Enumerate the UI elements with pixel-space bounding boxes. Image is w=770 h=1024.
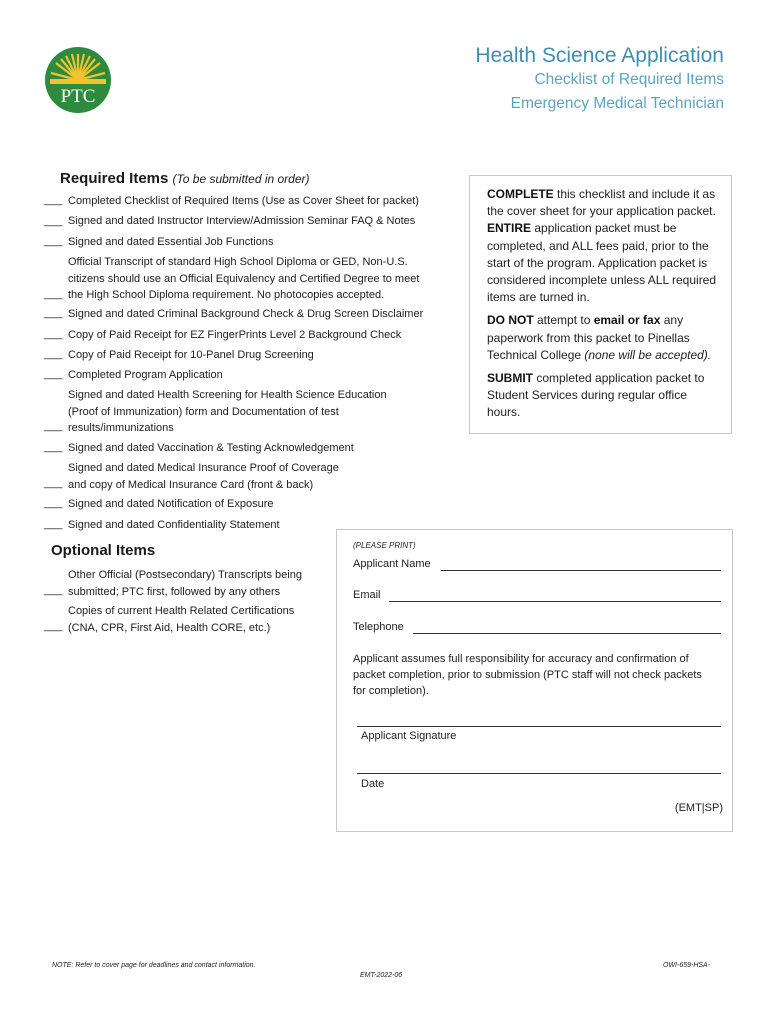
list-item: Copy of Paid Receipt for EZ FingerPrints Level 2 Background Check bbox=[68, 329, 402, 341]
checkbox-blank[interactable]: ___ bbox=[44, 235, 63, 247]
date-field[interactable] bbox=[357, 773, 721, 774]
checkbox-blank[interactable]: ___ bbox=[44, 620, 63, 632]
footer-note: NOTE: Refer to cover page for deadlines and contact information. bbox=[52, 962, 256, 969]
checkbox-blank[interactable]: ___ bbox=[44, 477, 63, 489]
checkbox-blank[interactable]: ___ bbox=[44, 420, 63, 432]
list-item: Completed Program Application bbox=[68, 369, 223, 381]
list-item: Signed and dated Confidentiality Statement bbox=[68, 519, 280, 531]
list-item: Signed and dated Essential Job Functions bbox=[68, 236, 274, 248]
date-label: Date bbox=[361, 778, 385, 790]
list-item: Signed and dated Health Screening for Health Science Education (Proof of Immunization) form and Documentation of test results/immunizations bbox=[68, 389, 387, 434]
program-name: Emergency Medical Technician bbox=[510, 95, 724, 112]
document-subtitle: Checklist of Required Items bbox=[534, 71, 724, 88]
list-item: Signed and dated Instructor Interview/Admission Seminar FAQ & Notes bbox=[68, 215, 416, 227]
checkbox-blank[interactable]: ___ bbox=[44, 215, 63, 227]
program-code: (EMT|SP) bbox=[674, 802, 723, 814]
document-code: EMT-2022-06 bbox=[360, 972, 403, 979]
checkbox-blank[interactable]: ___ bbox=[44, 307, 63, 319]
checkbox-blank[interactable]: ___ bbox=[44, 288, 63, 300]
instructions-do-not: DO NOT attempt to email or fax any paperwork from this packet to Pinellas Technical College (none will be accepted). bbox=[487, 313, 712, 362]
optional-items-heading: Optional Items bbox=[51, 542, 156, 559]
please-print-note: (PLEASE PRINT) bbox=[353, 541, 416, 550]
logo-text: PTC bbox=[60, 86, 96, 107]
checkbox-blank[interactable]: ___ bbox=[44, 194, 63, 206]
checkbox-blank[interactable]: ___ bbox=[44, 441, 63, 453]
list-item: Other Official (Postsecondary) Transcripts being submitted; PTC first, followed by any others bbox=[68, 569, 302, 598]
required-items-heading bbox=[60, 170, 310, 187]
applicant-name-field[interactable] bbox=[441, 570, 721, 571]
document-title: Health Science Application bbox=[475, 44, 724, 67]
checkbox-blank[interactable]: ___ bbox=[44, 497, 63, 509]
required-items-title: Required Items bbox=[60, 170, 169, 187]
checkbox-blank[interactable]: ___ bbox=[44, 348, 63, 360]
telephone-field[interactable] bbox=[413, 633, 721, 634]
list-item: Signed and dated Criminal Background Check & Drug Screen Disclaimer bbox=[68, 308, 424, 320]
list-item: Official Transcript of standard High School Diploma or GED, Non-U.S. citizens should use an Official Equivalency and Certified Degree to meet the High School Diploma requirement. No photocopies accepted. bbox=[68, 256, 420, 301]
list-item: Signed and dated Vaccination & Testing Acknowledgement bbox=[68, 442, 354, 454]
email-field[interactable] bbox=[389, 601, 721, 602]
telephone-label: Telephone bbox=[353, 621, 404, 633]
checkbox-blank[interactable]: ___ bbox=[44, 328, 63, 340]
required-items-note: (To be submitted in order) bbox=[172, 172, 310, 186]
list-item: Signed and dated Notification of Exposure bbox=[68, 498, 274, 510]
checkbox-blank[interactable]: ___ bbox=[44, 584, 63, 596]
responsibility-disclaimer: Applicant assumes full responsibility for accuracy and confirmation of packet completion, prior to submission (PTC staff will not check packets for completion). bbox=[353, 653, 702, 697]
instructions-complete: COMPLETE this checklist and include it as the cover sheet for your application packet. ENTIRE application packet must be completed, and ALL fees paid, prior to the start of the program. Application packet is considered incomplete unless ALL required items are turned in. bbox=[487, 187, 717, 305]
form-id: OWI-659-HSA- bbox=[663, 962, 711, 969]
signature-field[interactable] bbox=[357, 726, 721, 727]
list-item: Copies of current Health Related Certifications (CNA, CPR, First Aid, Health CORE, etc.) bbox=[68, 605, 295, 634]
list-item: Signed and dated Medical Insurance Proof of Coverage and copy of Medical Insurance Card (front & back) bbox=[68, 462, 339, 491]
signature-label: Applicant Signature bbox=[361, 730, 457, 742]
checkbox-blank[interactable]: ___ bbox=[44, 368, 63, 380]
instructions-submit: SUBMIT completed application packet to Student Services during regular office hours. bbox=[487, 371, 705, 420]
checkbox-blank[interactable]: ___ bbox=[44, 518, 63, 530]
email-label: Email bbox=[353, 589, 381, 601]
instructions-box bbox=[469, 175, 732, 434]
list-item: Copy of Paid Receipt for 10-Panel Drug Screening bbox=[68, 349, 314, 361]
ptc-logo bbox=[44, 46, 112, 114]
applicant-info-box bbox=[336, 529, 733, 832]
list-item: Completed Checklist of Required Items (Use as Cover Sheet for packet) bbox=[68, 195, 419, 207]
applicant-name-label: Applicant Name bbox=[353, 558, 431, 570]
